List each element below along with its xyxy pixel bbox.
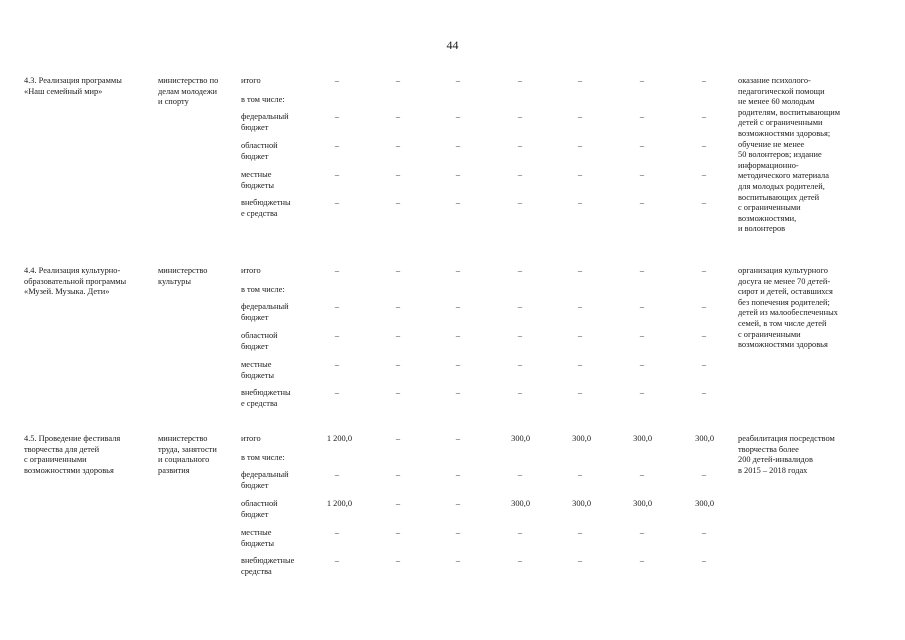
value-federal: – (517, 112, 522, 121)
value-regional: 300,0 (572, 499, 591, 508)
value-total: – (455, 266, 460, 275)
value-total: – (395, 76, 400, 85)
funding-label-including: в том числе: (241, 95, 285, 104)
value-total: – (455, 76, 460, 85)
value-regional: – (395, 331, 400, 340)
value-local: – (577, 528, 582, 537)
funding-label-local: местные бюджеты (241, 170, 275, 190)
funding-label-federal: федеральный бюджет (241, 302, 289, 322)
value-local: – (517, 528, 522, 537)
value-extrabudget: – (395, 556, 400, 565)
value-local: – (395, 170, 400, 179)
program-title: 4.3. Реализация программы «Наш семейный мир» (24, 76, 122, 96)
value-local: – (455, 170, 460, 179)
value-federal: – (639, 112, 644, 121)
funding-label-including: в том числе: (241, 285, 285, 294)
expected-result: оказание психолого- педагогической помощи не менее 60 молодым родителям, воспитывающим детей с ограниченными возможностями здоровья; обучение не менее 50 волонтеров; издание информационно- методического материала для молодых родителей, воспитывающих детей с ограниченными возможностями, и волонтеров (738, 76, 841, 234)
funding-label-total: итого (241, 76, 261, 85)
program-title: 4.5. Проведение фестиваля творчества для детей с ограниченными возможностями здоровья (24, 434, 121, 475)
value-extrabudget: – (639, 198, 644, 207)
funding-label-federal: федеральный бюджет (241, 470, 289, 490)
value-extrabudget: – (701, 388, 706, 397)
funding-label-regional: областной бюджет (241, 499, 278, 519)
value-total: 300,0 (511, 434, 530, 443)
value-extrabudget: – (517, 388, 522, 397)
value-regional: – (455, 499, 460, 508)
value-local: – (517, 170, 522, 179)
value-regional: 300,0 (633, 499, 652, 508)
value-extrabudget: – (334, 198, 339, 207)
value-total: – (517, 76, 522, 85)
value-local: – (334, 528, 339, 537)
value-extrabudget: – (517, 556, 522, 565)
value-local: – (701, 170, 706, 179)
value-total: 300,0 (572, 434, 591, 443)
funding-label-regional: областной бюджет (241, 141, 278, 161)
value-total: 300,0 (633, 434, 652, 443)
value-regional: – (395, 499, 400, 508)
value-federal: – (517, 470, 522, 479)
value-federal: – (455, 112, 460, 121)
value-extrabudget: – (455, 388, 460, 397)
value-federal: – (395, 302, 400, 311)
value-extrabudget: – (577, 388, 582, 397)
page-number: 44 (446, 38, 459, 52)
value-regional: – (334, 331, 339, 340)
value-extrabudget: – (455, 198, 460, 207)
value-total: – (334, 266, 339, 275)
value-local: – (577, 360, 582, 369)
funding-label-local: местные бюджеты (241, 360, 275, 380)
value-total: – (577, 266, 582, 275)
value-total: – (395, 434, 400, 443)
value-federal: – (334, 302, 339, 311)
program-title: 4.4. Реализация культурно- образовательной программы «Музей. Музыка. Дети» (24, 266, 127, 297)
value-extrabudget: – (395, 198, 400, 207)
value-local: – (639, 170, 644, 179)
value-total: 300,0 (695, 434, 714, 443)
value-regional: – (395, 141, 400, 150)
responsible-agency: министерство культуры (158, 266, 208, 286)
value-extrabudget: – (517, 198, 522, 207)
value-regional: – (701, 331, 706, 340)
value-local: – (577, 170, 582, 179)
value-extrabudget: – (455, 556, 460, 565)
funding-label-local: местные бюджеты (241, 528, 275, 548)
value-local: – (517, 360, 522, 369)
value-federal: – (577, 302, 582, 311)
value-regional: – (577, 141, 582, 150)
value-extrabudget: – (395, 388, 400, 397)
value-local: – (395, 360, 400, 369)
value-regional: 300,0 (511, 499, 530, 508)
value-regional: – (517, 331, 522, 340)
value-federal: – (455, 470, 460, 479)
value-local: – (639, 528, 644, 537)
value-extrabudget: – (577, 556, 582, 565)
value-regional: 1 200,0 (326, 499, 352, 508)
funding-label-extrabudget: внебюджетны е средства (241, 198, 291, 218)
value-total: – (517, 266, 522, 275)
responsible-agency: министерство по делам молодежи и спорту (158, 76, 219, 107)
value-regional: – (455, 141, 460, 150)
value-regional: 300,0 (695, 499, 714, 508)
value-regional: – (517, 141, 522, 150)
value-regional: – (639, 141, 644, 150)
value-federal: – (517, 302, 522, 311)
value-federal: – (395, 112, 400, 121)
value-local: – (455, 528, 460, 537)
value-extrabudget: – (334, 556, 339, 565)
value-local: – (701, 528, 706, 537)
value-total: – (639, 266, 644, 275)
value-regional: – (334, 141, 339, 150)
expected-result: организация культурного досуга не менее 70 детей- сирот и детей, оставшихся без попечения родителей; детей из малообеспеченных семей, в том числе детей с ограниченными возможностями здоровья (738, 266, 838, 350)
value-total: – (455, 434, 460, 443)
value-local: – (334, 170, 339, 179)
funding-label-extrabudget: внебюджетные средства (241, 556, 295, 576)
value-federal: – (701, 302, 706, 311)
value-extrabudget: – (334, 388, 339, 397)
value-federal: – (639, 302, 644, 311)
value-local: – (334, 360, 339, 369)
value-total: – (701, 76, 706, 85)
value-extrabudget: – (701, 556, 706, 565)
funding-label-total: итого (241, 266, 261, 275)
value-federal: – (395, 470, 400, 479)
value-federal: – (639, 470, 644, 479)
value-total: – (334, 76, 339, 85)
value-total: – (701, 266, 706, 275)
expected-result: реабилитация посредством творчества более 200 детей-инвалидов в 2015 – 2018 годах (738, 434, 835, 475)
responsible-agency: министерство труда, занятости и социального развития (158, 434, 217, 475)
value-local: – (701, 360, 706, 369)
value-total: – (639, 76, 644, 85)
value-federal: – (577, 112, 582, 121)
value-regional: – (701, 141, 706, 150)
funding-label-including: в том числе: (241, 453, 285, 462)
value-extrabudget: – (701, 198, 706, 207)
value-extrabudget: – (639, 556, 644, 565)
value-extrabudget: – (577, 198, 582, 207)
value-regional: – (455, 331, 460, 340)
value-extrabudget: – (639, 388, 644, 397)
value-regional: – (639, 331, 644, 340)
value-local: – (455, 360, 460, 369)
value-federal: – (334, 470, 339, 479)
value-local: – (639, 360, 644, 369)
value-regional: – (577, 331, 582, 340)
value-federal: – (701, 112, 706, 121)
value-total: – (395, 266, 400, 275)
funding-label-total: итого (241, 434, 261, 443)
value-total: – (577, 76, 582, 85)
funding-label-regional: областной бюджет (241, 331, 278, 351)
value-federal: – (577, 470, 582, 479)
value-federal: – (701, 470, 706, 479)
value-federal: – (455, 302, 460, 311)
funding-label-federal: федеральный бюджет (241, 112, 289, 132)
value-federal: – (334, 112, 339, 121)
value-local: – (395, 528, 400, 537)
funding-label-extrabudget: внебюджетны е средства (241, 388, 291, 408)
value-total: 1 200,0 (326, 434, 352, 443)
